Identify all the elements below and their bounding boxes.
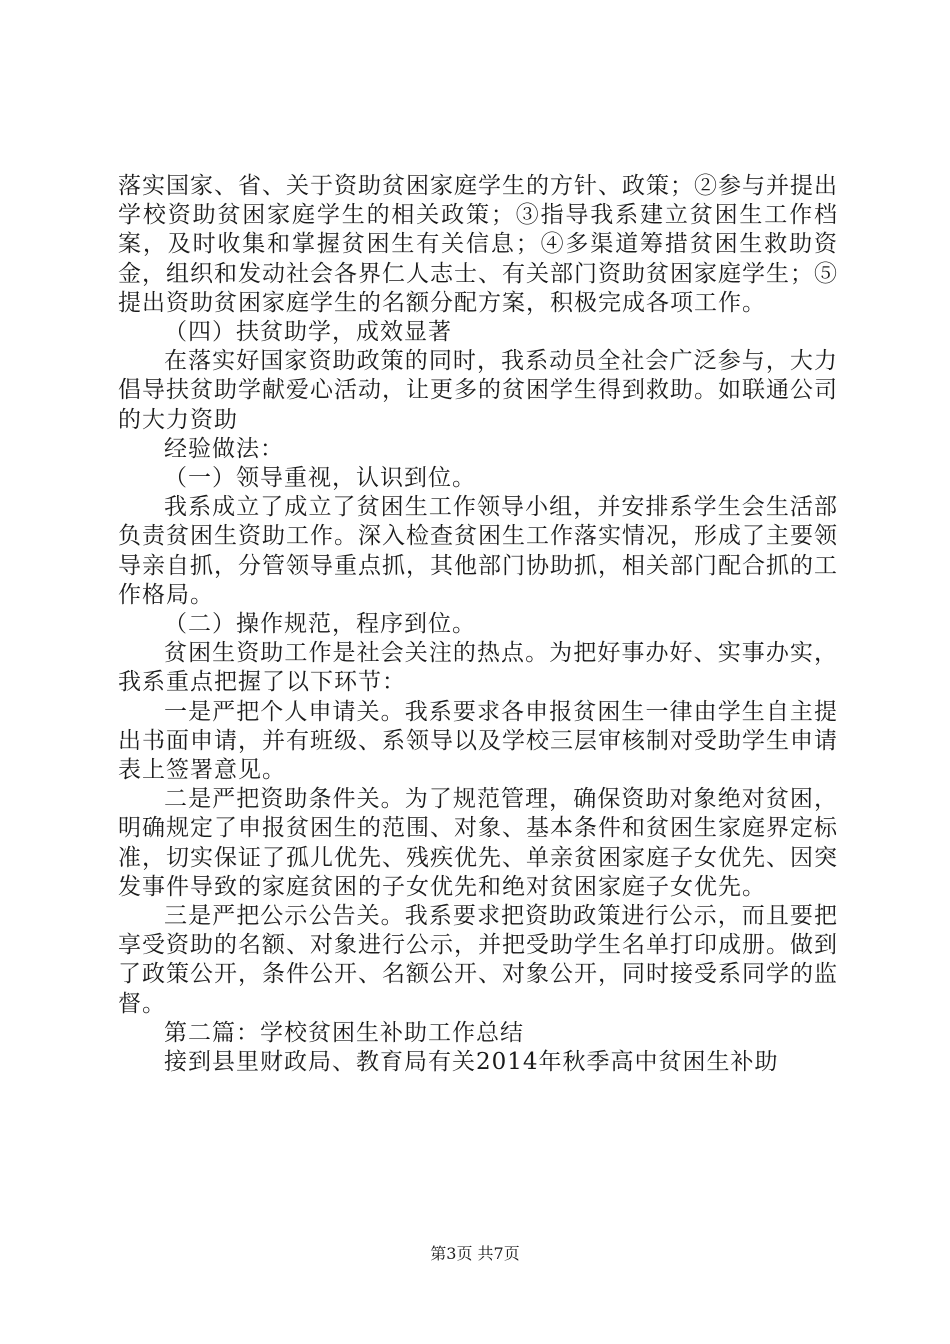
body-paragraph: 三是严把公示公告关。我系要求把资助政策进行公示，而且要把享受资助的名额、对象进行公示，并把受助学生名单打印成册。做到了政策公开，条件公开、名额公开、对象公开，同时接受系同学的监督。: [118, 903, 838, 1017]
page-number: 第3页 共7页: [430, 1244, 520, 1263]
section-heading: （四）扶贫助学，成效显著: [164, 319, 452, 346]
section-heading: 经验做法：: [164, 435, 284, 462]
body-paragraph: 一是严把个人申请关。我系要求各申报贫困生一律由学生自主提出书面申请，并有班级、系领导以及学校三层审核制对受助学生申请表上签署意见。: [118, 698, 838, 784]
document-body: [118, 172, 838, 1077]
body-paragraph: 贫困生资助工作是社会关注的热点。为把好事办好、实事办实，我系重点把握了以下环节：: [118, 640, 838, 696]
page-footer: [0, 1244, 950, 1264]
chapter-title: 第二篇：学校贫困生补助工作总结: [164, 1019, 524, 1046]
body-paragraph: 接到县里财政局、教育局有关2014年秋季高中贫困生补助: [164, 1049, 779, 1076]
section-heading: （二）操作规范，程序到位。: [164, 611, 476, 638]
body-paragraph: 我系成立了成立了贫困生工作领导小组，并安排系学生会生活部负责贫困生资助工作。深入检查贫困生工作落实情况，形成了主要领导亲自抓，分管领导重点抓，其他部门协助抓，相关部门配合抓的工作格局。: [118, 494, 838, 608]
body-paragraph: 在落实好国家资助政策的同时，我系动员全社会广泛参与，大力倡导扶贫助学献爱心活动，让更多的贫困学生得到救助。如联通公司的大力资助: [118, 348, 838, 433]
section-heading: （一）领导重视，认识到位。: [164, 465, 476, 492]
body-paragraph: 二是严把资助条件关。为了规范管理，确保资助对象绝对贫困，明确规定了申报贫困生的范围、对象、基本条件和贫困生家庭界定标准，切实保证了孤儿优先、残疾优先、单亲贫困家庭子女优先、因突发事件导致的家庭贫困的子女优先和绝对贫困家庭子女优先。: [118, 786, 838, 900]
body-paragraph: 落实国家、省、关于资助贫困家庭学生的方针、政策；②参与并提出学校资助贫困家庭学生的相关政策；③指导我系建立贫困生工作档案，及时收集和掌握贫困生有关信息；④多渠道筹措贫困生救助资金，组织和发动社会各界仁人志士、有关部门资助贫困家庭学生；⑤提出资助贫困家庭学生的名额分配方案，积极完成各项工作。: [118, 173, 838, 316]
